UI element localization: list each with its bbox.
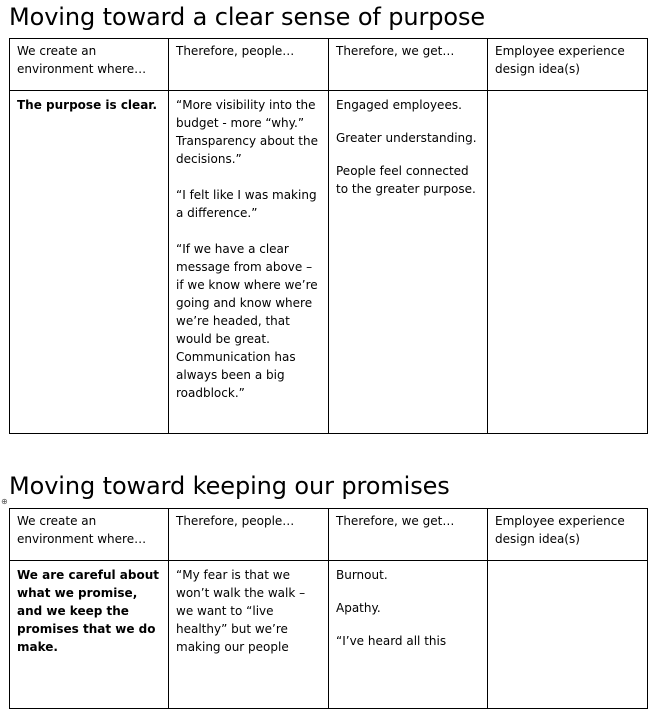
- header-outcomes: Therefore, we get…: [329, 39, 488, 91]
- promises-table: [9, 508, 648, 709]
- design-ideas-cell[interactable]: [488, 91, 648, 434]
- header-environment: We create an environment where…: [10, 509, 169, 561]
- outcome-item: Greater understanding.: [336, 131, 477, 145]
- people-quote: “My fear is that we won’t walk the walk – we want to “live healthy” but we’re making our people: [176, 568, 306, 654]
- table-header-row: [10, 39, 648, 91]
- table-row: [10, 91, 648, 434]
- people-quotes-cell: [169, 561, 329, 709]
- outcome-item: “I’ve heard all this: [336, 634, 447, 648]
- outcome-item: People feel connected to the greater purpose.: [336, 164, 476, 196]
- outcomes-cell: [329, 91, 488, 434]
- header-outcomes: Therefore, we get…: [329, 509, 488, 561]
- people-quote: “More visibility into the budget - more “why.” Transparency about the decisions.”: [176, 98, 318, 166]
- people-quotes-cell: [169, 91, 329, 434]
- table-row: [10, 561, 648, 709]
- section-title-promises: Moving toward keeping our promises: [9, 472, 450, 500]
- outcome-item: Engaged employees.: [336, 98, 462, 112]
- header-people: Therefore, people…: [169, 39, 329, 91]
- purpose-table: [9, 38, 648, 434]
- environment-cell: The purpose is clear.: [10, 91, 169, 434]
- table-header-row: [10, 509, 648, 561]
- people-quote: “If we have a clear message from above – if we know where we’re going and know where we’re headed, that would be great. Communication has always been a big roadblock.”: [176, 242, 318, 400]
- header-design-ideas: Employee experience design idea(s): [488, 509, 648, 561]
- header-environment: We create an environment where…: [10, 39, 169, 91]
- header-design-ideas: Employee experience design idea(s): [488, 39, 648, 91]
- design-ideas-cell[interactable]: [488, 561, 648, 709]
- table-move-handle-icon[interactable]: ⊕: [1, 497, 8, 506]
- outcome-item: Burnout.: [336, 568, 388, 582]
- header-people: Therefore, people…: [169, 509, 329, 561]
- outcomes-cell: [329, 561, 488, 709]
- section-title-purpose: Moving toward a clear sense of purpose: [9, 3, 486, 31]
- environment-cell: We are careful about what we promise, and we keep the promises that we do make.: [10, 561, 169, 709]
- outcome-item: Apathy.: [336, 601, 381, 615]
- people-quote: “I felt like I was making a difference.”: [176, 188, 317, 220]
